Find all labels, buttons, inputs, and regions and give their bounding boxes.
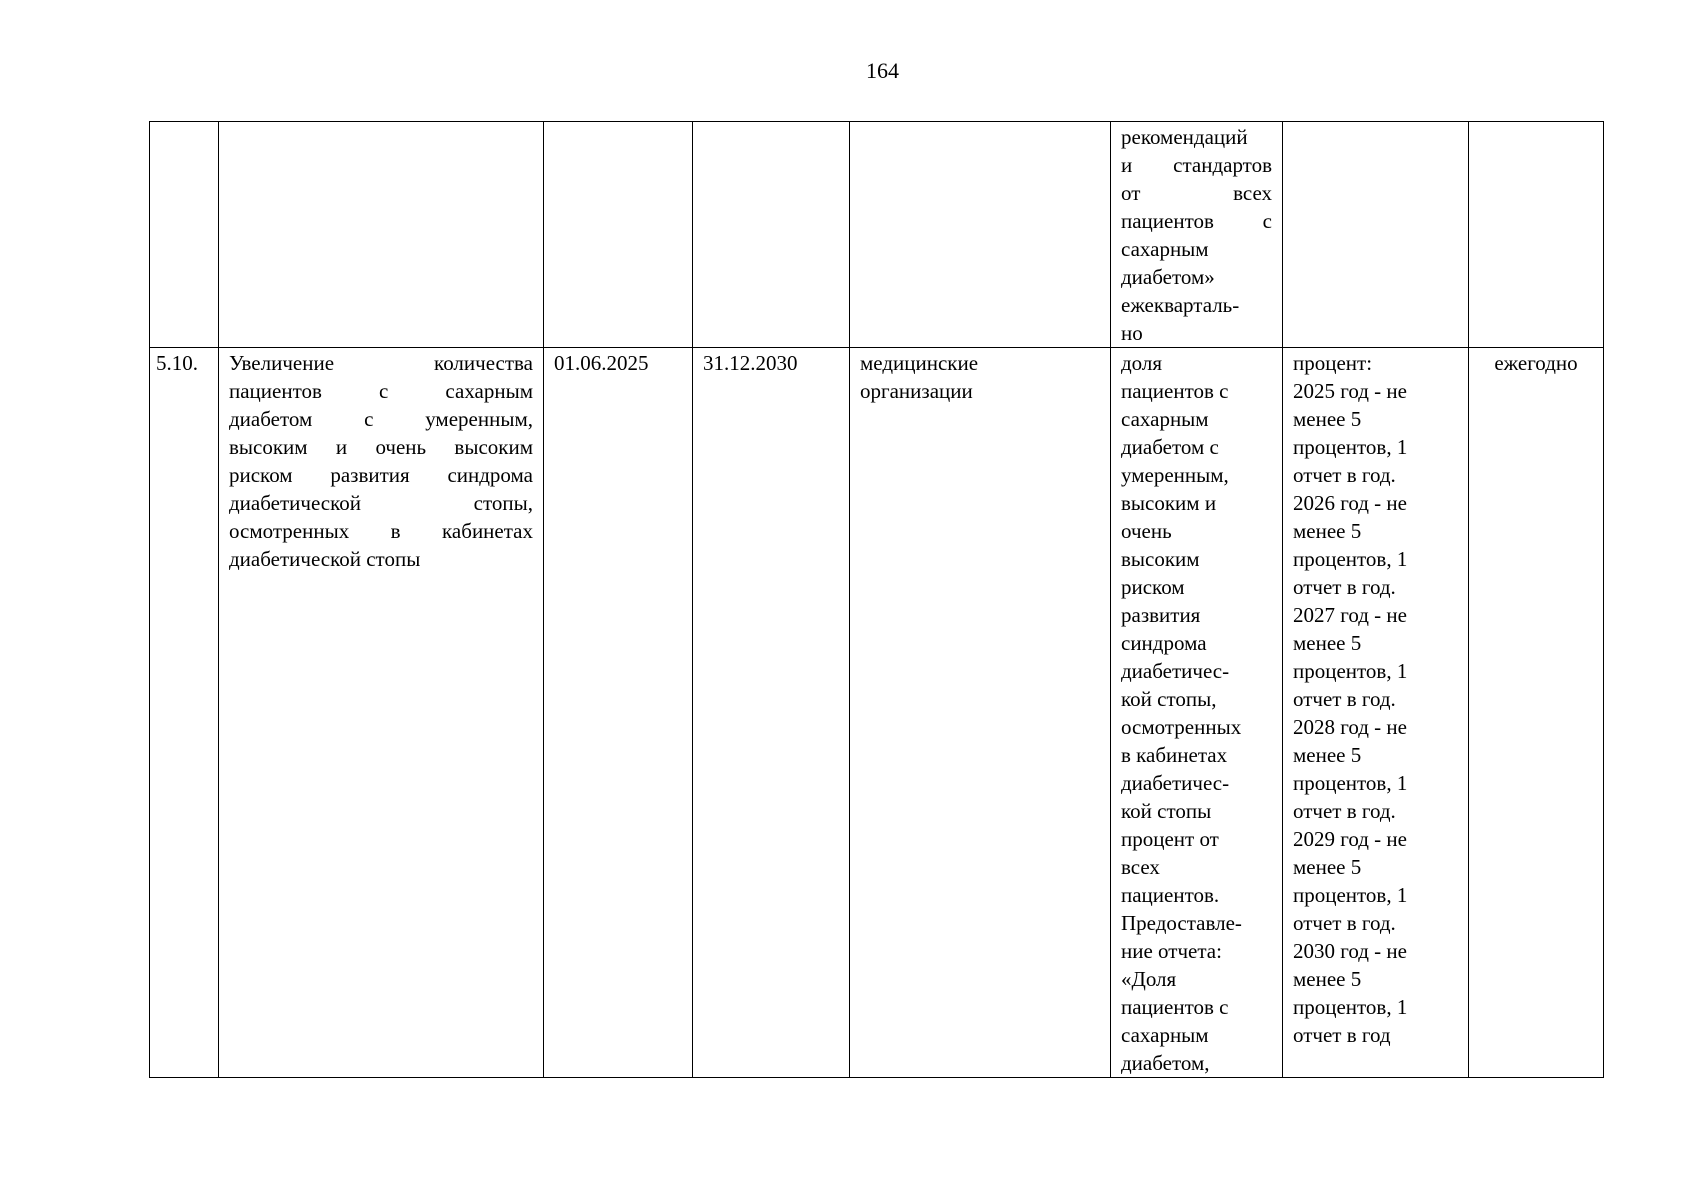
indicator-line: диабетом, <box>1121 1051 1210 1075</box>
continued-row <box>150 122 1604 348</box>
executor-line: организации <box>860 379 973 403</box>
cell-target <box>1283 122 1469 348</box>
target-line: отчет в год. <box>1293 463 1396 487</box>
target-line: отчет в год. <box>1293 911 1396 935</box>
indicator-line: очень <box>1121 519 1172 543</box>
row-start-date: 01.06.2025 <box>544 348 693 1078</box>
target-line: процентов, 1 <box>1293 435 1408 459</box>
target-line: процентов, 1 <box>1293 771 1408 795</box>
indicator-line: от всех <box>1121 181 1272 205</box>
target-line: 2027 год - не <box>1293 603 1407 627</box>
target-line: 2030 год - не <box>1293 939 1407 963</box>
target-line: отчет в год. <box>1293 575 1396 599</box>
title-line: риском развития синдрома <box>229 463 533 487</box>
indicator-line: высоким и <box>1121 491 1217 515</box>
target-line: процентов, 1 <box>1293 659 1408 683</box>
indicator-line: «Доля <box>1121 967 1177 991</box>
indicator-line: процент от <box>1121 827 1219 851</box>
target-line: менее 5 <box>1293 519 1362 543</box>
cell-start-date <box>544 122 693 348</box>
indicator-line: рекомендаций <box>1121 125 1248 149</box>
indicator-line: кой стопы, <box>1121 687 1217 711</box>
target-line: 2028 год - не <box>1293 715 1407 739</box>
target-line: менее 5 <box>1293 855 1362 879</box>
indicator-line: в кабинетах <box>1121 743 1228 767</box>
cell-number <box>150 122 219 348</box>
indicator-line: развития <box>1121 603 1201 627</box>
indicator-line: высоким <box>1121 547 1200 571</box>
target-line: менее 5 <box>1293 743 1362 767</box>
executor-line: медицинские <box>860 351 979 375</box>
indicator-line: ежекварталь- <box>1121 293 1240 317</box>
target-line: процент: <box>1293 351 1373 375</box>
indicator-line: диабетичес- <box>1121 771 1230 795</box>
indicator-line: но <box>1121 321 1143 345</box>
target-line: менее 5 <box>1293 631 1362 655</box>
row-end-date: 31.12.2030 <box>693 348 850 1078</box>
title-line: осмотренных в кабинетах <box>229 519 533 543</box>
target-line: процентов, 1 <box>1293 547 1408 571</box>
title-line: диабетической стопы, <box>229 491 533 515</box>
row-executor <box>850 348 1111 1078</box>
indicator-line: умеренным, <box>1121 463 1229 487</box>
target-line: 2026 год - не <box>1293 491 1407 515</box>
table-row <box>150 348 1604 1078</box>
measures-table <box>149 121 1604 1078</box>
indicator-line: синдрома <box>1121 631 1207 655</box>
cell-executor <box>850 122 1111 348</box>
cell-frequency <box>1469 122 1604 348</box>
indicator-line: кой стопы <box>1121 799 1212 823</box>
indicator-line: диабетом» <box>1121 265 1215 289</box>
target-line: менее 5 <box>1293 407 1362 431</box>
indicator-line: риском <box>1121 575 1185 599</box>
indicator-line: сахарным <box>1121 1023 1209 1047</box>
row-number: 5.10. <box>150 348 219 1078</box>
indicator-line: сахарным <box>1121 237 1209 261</box>
indicator-line: доля <box>1121 351 1163 375</box>
cell-title <box>219 122 544 348</box>
indicator-line: сахарным <box>1121 407 1209 431</box>
title-line: диабетом с умеренным, <box>229 407 533 431</box>
indicator-line: и стандартов <box>1121 153 1272 177</box>
target-line: отчет в год <box>1293 1023 1391 1047</box>
indicator-line: пациентов с <box>1121 995 1229 1019</box>
indicator-line: всех <box>1121 855 1160 879</box>
target-line: процентов, 1 <box>1293 995 1408 1019</box>
title-line: Увеличение количества <box>229 351 533 375</box>
indicator-line: пациентов с <box>1121 379 1229 403</box>
title-line: диабетической стопы <box>229 547 421 571</box>
indicator-line: Предоставле- <box>1121 911 1242 935</box>
indicator-line: диабетом с <box>1121 435 1219 459</box>
title-line: пациентов с сахарным <box>229 379 533 403</box>
row-target <box>1283 348 1469 1078</box>
indicator-line: диабетичес- <box>1121 659 1230 683</box>
indicator-line: пациентов. <box>1121 883 1220 907</box>
target-line: отчет в год. <box>1293 687 1396 711</box>
row-frequency: ежегодно <box>1469 348 1604 1078</box>
target-line: процентов, 1 <box>1293 883 1408 907</box>
indicator-line: ние отчета: <box>1121 939 1222 963</box>
target-line: отчет в год. <box>1293 799 1396 823</box>
cell-indicator <box>1111 122 1283 348</box>
indicator-line: осмотренных <box>1121 715 1242 739</box>
page-number: 164 <box>866 58 899 83</box>
target-line: 2029 год - не <box>1293 827 1407 851</box>
indicator-line: пациентов с <box>1121 209 1272 233</box>
row-title <box>219 348 544 1078</box>
target-line: 2025 год - не <box>1293 379 1407 403</box>
title-line: высоким и очень высоким <box>229 435 533 459</box>
target-line: менее 5 <box>1293 967 1362 991</box>
cell-end-date <box>693 122 850 348</box>
row-indicator <box>1111 348 1283 1078</box>
